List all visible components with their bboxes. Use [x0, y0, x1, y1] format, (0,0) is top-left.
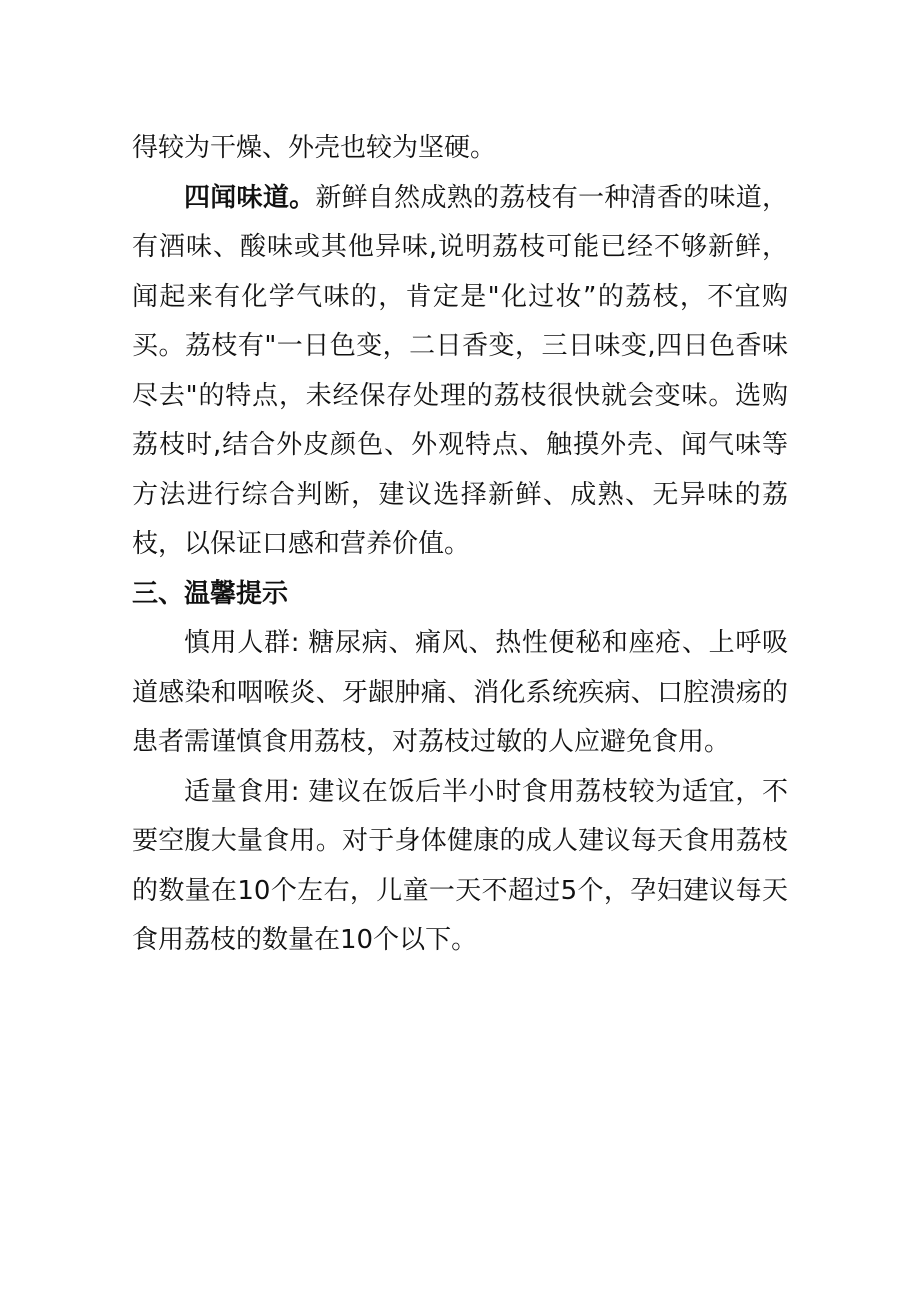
smell-lead: 四闻味道。	[184, 182, 316, 213]
section-heading: 三、温馨提示	[132, 578, 289, 609]
continuation-paragraph: 得较为干燥、外壳也较为坚硬。	[132, 133, 497, 163]
moderation-paragraph: 适量食用: 建议在饭后半小时食用荔枝较为适宜，不要空腹大量食用。对于身体健康的成人建议每天食用荔枝的数量在10个左右，儿童一天不超过5个，孕妇建议每天食用荔枝的数量在10个以下。	[132, 776, 788, 955]
caution-paragraph: 慎用人群: 糖尿病、痛风、热性便秘和座疮、上呼吸道感染和咽喉炎、牙龈肿痛、消化系统疾病、口腔溃疡的患者需谨慎食用荔枝，对荔枝过敏的人应避免食用。	[132, 628, 788, 757]
smell-body: 新鲜自然成熟的荔枝有一种清香的味道，有酒味、酸味或其他异味,说明荔枝可能已经不够新鲜，闻起来有化学气味的，肯定是"化过妆”的荔枝，不宜购买。荔枝有"一日色变，二日香变，三日味变,四日色香味尽去"的特点，未经保存处理的荔枝很快就会变味。选购荔枝时,结合外皮颜色、外观特点、触摸外壳、闻气味等方法进行综合判断，建议选择新鲜、成熟、无异味的荔枝，以保证口感和营养价值。	[132, 182, 788, 559]
smell-paragraph	[132, 174, 788, 570]
